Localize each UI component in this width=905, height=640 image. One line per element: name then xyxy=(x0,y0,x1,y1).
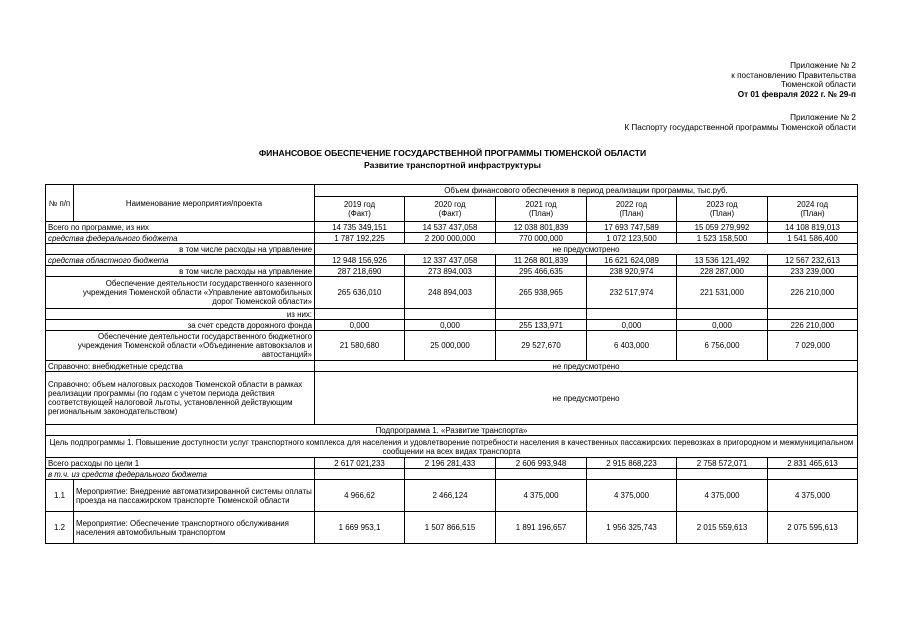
page-subtitle: Развитие транспортной инфраструктуры xyxy=(363,160,541,170)
table-row xyxy=(46,469,858,480)
passport-header xyxy=(624,113,856,132)
table-row xyxy=(46,361,858,372)
scan-speck: · xyxy=(582,539,585,548)
passport-line: К Паспорту государственной программы Тюменской области xyxy=(624,122,856,132)
table-row: в том числе расходы на управление 287 218,690 273 894,003 295 466,635 238 920,974 228 287,000 233 239,000 xyxy=(46,266,858,277)
page-title: ФИНАНСОВОЕ ОБЕСПЕЧЕНИЕ ГОСУДАРСТВЕННОЙ ПРОГРАММЫ ТЮМЕНСКОЙ ОБЛАСТИ xyxy=(258,148,647,158)
row-label: Обеспечение деятельности государственного казенного учреждения Тюменской области «Управление автомобильных дорог Тюменской области» xyxy=(46,277,315,309)
col-group-header: Объем финансового обеспечения в период реализации программы, тыс.руб. xyxy=(315,185,858,197)
appendix-header xyxy=(731,61,856,99)
year-header: 2024 год (План) xyxy=(768,197,858,222)
appendix-title-2: Приложение № 2 xyxy=(790,113,856,122)
table-row: Обеспечение деятельности государственного бюджетного учреждения Тюменской области «Объединение автовокзалов и автостанций» 21 580,680 25 000,000 29 527,670 6 403,000 6 756,000 7 029,000 xyxy=(46,331,858,361)
row-num: 1.2 xyxy=(46,512,74,544)
table-header-row xyxy=(46,185,858,197)
year-header: 2019 год (Факт) xyxy=(315,197,405,222)
year-header: 2021 год (План) xyxy=(496,197,587,222)
row-label: Всего расходы по цели 1 xyxy=(46,458,315,469)
row-label: средства областного бюджета xyxy=(46,255,315,266)
table-row: Всего по программе, из них 14 735 349,151 14 537 437,058 12 038 801,839 17 693 747,589 15 059 279,992 14 108 819,013 xyxy=(46,222,858,233)
row-label: из них: xyxy=(46,309,315,320)
row-label: Всего по программе, из них xyxy=(46,222,315,233)
resolution-line: к постановлению Правительства xyxy=(731,70,856,80)
goal-text: Цель подпрограммы 1. Повышение доступности услуг транспортного комплекса для населения и удовлетворение потребности населения в качественных пассажирских перевозках в пригородном и межмуниципальном сообщении на всех видах транспорта xyxy=(46,436,858,458)
table-row: за счет средств дорожного фонда 0,000 0,000 255 133,971 0,000 0,000 226 210,000 xyxy=(46,320,858,331)
table-row xyxy=(46,244,858,255)
row-num: 1.1 xyxy=(46,480,74,512)
table-row: средства федерального бюджета 1 787 192,225 2 200 000,000 770 000,000 1 072 123,500 1 523 158,500 1 541 586,400 xyxy=(46,233,858,244)
row-label: Справочно: внебюджетные средства xyxy=(46,361,315,372)
row-label: Мероприятие: Внедрение автоматизированной системы оплаты проезда на пассажирском транспорте Тюменской области xyxy=(74,480,315,512)
row-label: в том числе расходы на управление xyxy=(46,244,315,255)
year-header: 2023 год (План) xyxy=(677,197,768,222)
not-provided-note: не предусмотрено xyxy=(315,244,858,255)
row-label: в том числе расходы на управление xyxy=(46,266,315,277)
date-number-line: От 01 февраля 2022 г. № 29-п xyxy=(737,89,856,99)
row-label: в т.ч. из средств федерального бюджета xyxy=(46,469,315,480)
row-label: средства федерального бюджета xyxy=(46,233,315,244)
subprogram-title: Подпрограмма 1. «Развитие транспорта» xyxy=(46,425,858,436)
row-label: за счет средств дорожного фонда xyxy=(46,320,315,331)
appendix-title: Приложение № 2 xyxy=(790,61,856,70)
row-label: Мероприятие: Обеспечение транспортного обслуживания населения автомобильным транспортом xyxy=(74,512,315,544)
row-label: Обеспечение деятельности государственного бюджетного учреждения Тюменской области «Объединение автовокзалов и автостанций» xyxy=(46,331,315,361)
table-row: средства областного бюджета 12 948 156,926 12 337 437,058 11 268 801,839 16 621 624,089 13 536 121,492 12 567 232,613 xyxy=(46,255,858,266)
subprogram-row xyxy=(46,425,858,436)
col-num-header: № п/п xyxy=(46,185,74,222)
table-row xyxy=(46,372,858,425)
table-row: Всего расходы по цели 1 2 617 021,233 2 196 281,433 2 606 993,948 2 915 868,223 2 758 572,071 2 831 465,613 xyxy=(46,458,858,469)
table-row: 1.1 Мероприятие: Внедрение автоматизированной системы оплаты проезда на пассажирском транспорте Тюменской области 4 966,62 2 466,124 4 375,000 4 375,000 4 375,000 4 375,000 xyxy=(46,480,858,512)
region-line: Тюменской области xyxy=(780,80,856,90)
table-row: 1.2 Мероприятие: Обеспечение транспортного обслуживания населения автомобильным транспортом 1 669 953,1 1 507 866,515 1 891 196,657 1 956 325,743 2 015 559,613 2 075 595,613 xyxy=(46,512,858,544)
col-name-header: Наименование мероприятия/проекта xyxy=(74,185,315,222)
table-row: Обеспечение деятельности государственного казенного учреждения Тюменской области «Управление автомобильных дорог Тюменской области» 265 636,010 248 894,003 265 938,965 232 517,974 221 531,000 226 210,000 xyxy=(46,277,858,309)
year-header: 2022 год (План) xyxy=(587,197,677,222)
not-provided-note: не предусмотрено xyxy=(315,361,858,372)
financing-table xyxy=(45,184,858,544)
table-row xyxy=(46,309,858,320)
not-provided-note: не предусмотрено xyxy=(315,372,858,425)
row-label: Справочно: объем налоговых расходов Тюменской области в рамках реализации программы (по годам с учетом периода действия соответствующей налоговой льготы, установленной действующим региональным законодательством) xyxy=(46,372,315,425)
year-header: 2020 год (Факт) xyxy=(405,197,496,222)
goal-row xyxy=(46,436,858,458)
